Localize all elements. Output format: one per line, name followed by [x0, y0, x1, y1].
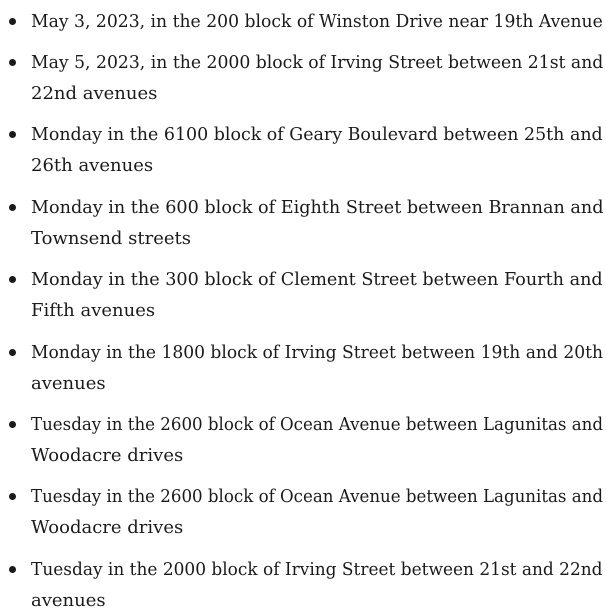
bullet-icon — [9, 276, 16, 283]
bullet-icon — [9, 421, 16, 428]
bullet-icon — [9, 566, 16, 573]
bullet-icon — [9, 204, 16, 211]
list-item-text — [31, 119, 603, 181]
bullet-icon — [9, 59, 16, 66]
list-item-text — [31, 264, 603, 326]
list-item-line: Woodacre drives — [31, 445, 184, 466]
list-item-line: Fifth avenues — [31, 300, 156, 321]
list-item-line: Woodacre drives — [31, 517, 184, 538]
list-item-line: avenues — [31, 590, 106, 611]
list-item-line: Tuesday in the 2000 block of Irving Street between 21st and 22nd — [31, 559, 603, 580]
list-item-line: Townsend streets — [31, 228, 192, 249]
list-item-line: May 5, 2023, in the 2000 block of Irving Street between 21st and — [31, 52, 604, 73]
list-item-text — [31, 47, 603, 109]
list-item-line: Monday in the 600 block of Eighth Street between Brannan and — [31, 197, 604, 218]
list-item-text — [31, 409, 603, 471]
list-item-line: 22nd avenues — [31, 83, 158, 104]
list-item-line: Monday in the 300 block of Clement Street between Fourth and — [31, 269, 603, 290]
list-item-line: Tuesday in the 2600 block of Ocean Avenue between Lagunitas and — [31, 486, 604, 507]
bullet-icon — [9, 131, 16, 138]
list-item-line: Monday in the 6100 block of Geary Boulevard between 25th and — [31, 124, 603, 145]
list-item-text — [31, 481, 603, 543]
bullet-icon — [9, 349, 16, 356]
list-item-text — [31, 6, 603, 37]
list-item-line: Tuesday in the 2600 block of Ocean Avenue between Lagunitas and — [31, 414, 604, 435]
list-item-line: 26th avenues — [31, 155, 154, 176]
list-item-text — [31, 337, 603, 399]
list-item-line: May 3, 2023, in the 200 block of Winston Drive near 19th Avenue — [31, 11, 603, 32]
list-item-line: avenues — [31, 373, 106, 394]
list-item-text — [31, 554, 603, 616]
list-item-text — [31, 192, 603, 254]
bullet-icon — [9, 493, 16, 500]
bullet-icon — [9, 18, 16, 25]
list-item-line: Monday in the 1800 block of Irving Street between 19th and 20th — [31, 342, 603, 363]
